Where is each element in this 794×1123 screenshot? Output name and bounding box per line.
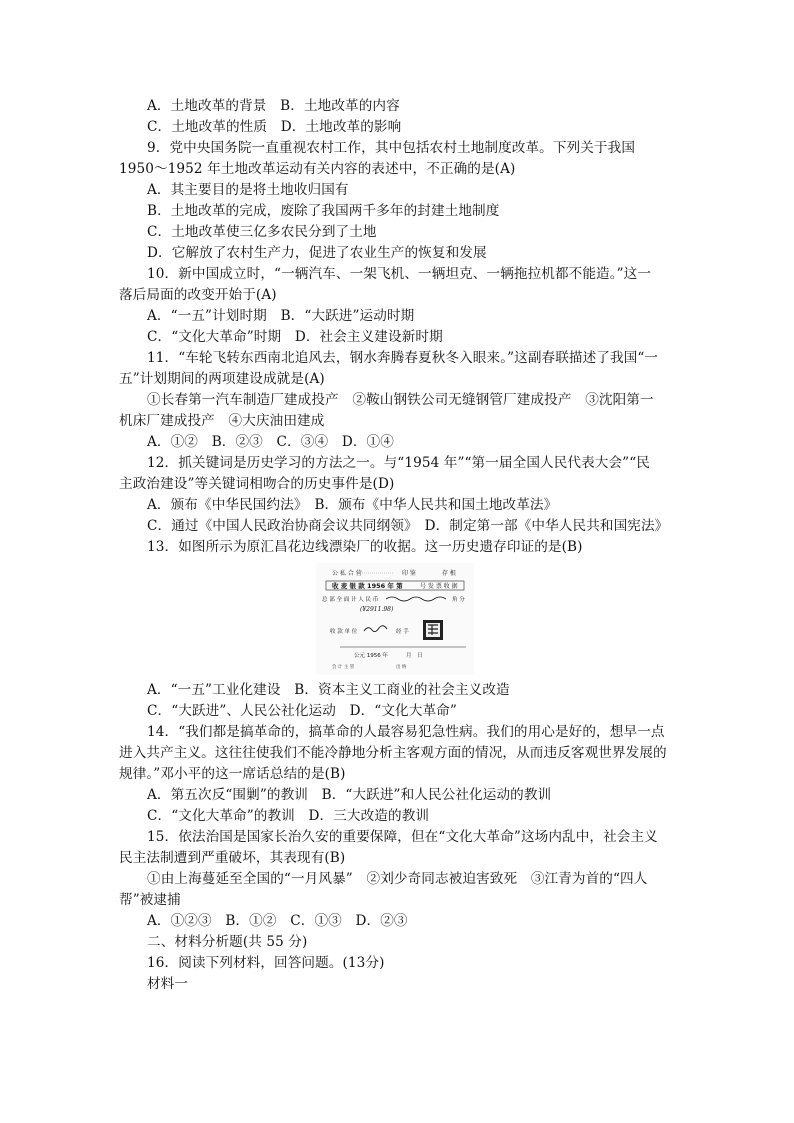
question-9: 9．党中央国务院一直重视农村工作，其中包括农村土地制度改革。下列关于我国: [147, 140, 636, 156]
svg-text:月 日: 月 日: [406, 653, 423, 659]
question-16: 16．阅读下列材料，回答问题。(13分): [147, 955, 385, 971]
option-line: C．土地改革使三亿多农民分到了土地: [147, 224, 377, 240]
option-line: C．“文化大革命”的教训 D．三大改造的教训: [147, 808, 430, 824]
option-line: A．土地改革的背景 B．土地改革的内容: [147, 98, 400, 114]
question-15-cont: 民主法制遭到严重破坏，其表现有(B): [119, 850, 346, 866]
option-line: C．“大跃进”、人民公社化运动 D．“文化大革命”: [147, 703, 457, 719]
question-9-cont: 1950～1952 年土地改革运动有关内容的表述中，不正确的是(A): [119, 161, 516, 177]
receipt-line2: 总 部 全 面 计 人 民 币: [322, 597, 379, 603]
question-10-cont: 落后局面的改变开始于(A): [119, 287, 277, 303]
question-14: 14．“我们都是搞革命的，搞革命的人最容易犯急性病。我们的用心是好的，想早一点: [147, 724, 665, 740]
statement-line-cont: 机床厂建成投产 ④大庆油田建成: [119, 413, 325, 429]
svg-text:印 鉴: 印 鉴: [402, 570, 416, 577]
receipt-signer: 收 款 单 位: [330, 629, 358, 635]
question-10: 10．新中国成立时，“一辆汽车、一架飞机、一辆坦克、一辆拖拉机都不能造。”这一: [147, 266, 652, 282]
option-line: A．①② B．②③ C．③④ D．①④: [147, 434, 394, 450]
svg-text:号 发 票 收 据: 号 发 票 收 据: [420, 583, 458, 590]
option-line: C．土地改革的性质 D．土地改革的影响: [147, 119, 402, 135]
option-line: A．其主要目的是将土地收归国有: [147, 182, 349, 198]
question-14-cont: 规律。”邓小平的这一席话总结的是(B): [119, 766, 346, 782]
question-13: 13．如图所示为原汇昌花边线漂染厂的收据。这一历史遗存印证的是(B): [147, 539, 583, 555]
question-11-cont: 五”计划期间的两项建设成就是(A): [119, 371, 325, 387]
question-12-cont: 主政治建设”等关键词相吻合的历史事件是(D): [119, 476, 395, 492]
option-line: A．第五次反“围剿”的教训 B．“大跃进”和人民公社化运动的教训: [147, 787, 552, 803]
question-11: 11．“车轮飞转东西南北追风去，钢水奔腾春夏秋冬入眼来。”这副春联描述了我国“一: [147, 350, 659, 366]
receipt-amount: (¥2911.98): [360, 606, 394, 613]
option-line: B．土地改革的完成，废除了我国两千多年的封建土地制度: [147, 203, 500, 219]
svg-text:经 手: 经 手: [396, 629, 409, 635]
option-line: A．①②③ B．①② C．①③ D．②③: [147, 913, 408, 929]
question-12: 12．抓关键词是历史学习的方法之一。与“1954 年”“第一届全国人民代表大会”“民: [147, 455, 650, 471]
option-line: A．颁布《中华民国约法》 B．颁布《中华人民共和国土地改革法》: [147, 497, 558, 513]
svg-text:存 根: 存 根: [442, 570, 456, 577]
question-15: 15．依法治国是国家长治久安的重要保障，但在“文化大革命”这场内乱中，社会主义: [147, 829, 658, 845]
option-line: C．“文化大革命”时期 D．社会主义建设新时期: [147, 329, 443, 345]
receipt-date: 公元 1956 年: [354, 653, 388, 659]
statement-line: ①由上海蔓延至全国的“一月风暴” ②刘少奇同志被迫害致死 ③江青为首的“四人: [147, 871, 648, 887]
option-line: D．它解放了农村生产力，促进了农业生产的恢复和发展: [147, 245, 487, 261]
option-line: C．通过《中国人民政治协商会议共同纲领》 D．制定第一部《中华人民共和国宪法》: [147, 518, 669, 534]
material-label: 材料一: [147, 976, 189, 992]
section-heading: 二、材料分析题(共 55 分): [147, 934, 308, 950]
receipt-header: 公 私 合 营: [332, 570, 362, 577]
receipt-line1: 收 麦 银 款 1956 年 第: [332, 582, 403, 590]
statement-line-cont: 帮”被逮捕: [119, 892, 181, 908]
option-line: A．“一五”计划时期 B．“大跃进”运动时期: [147, 308, 415, 324]
receipt-footer: 会 计 主 管: [332, 665, 355, 670]
receipt-image: [316, 563, 474, 675]
svg-text:角 分: 角 分: [452, 597, 465, 603]
question-14-cont: 进入共产主义。这往往使我们不能冷静地分析主客观方面的情况，从而违反客观世界发展的: [119, 745, 667, 761]
option-line: A．“一五”工业化建设 B．资本主义工商业的社会主义改造: [147, 682, 510, 698]
statement-line: ①长春第一汽车制造厂建成投产 ②鞍山钢铁公司无缝钢管厂建成投产 ③沈阳第一: [147, 392, 654, 408]
svg-text:出 纳: 出 纳: [396, 665, 407, 670]
